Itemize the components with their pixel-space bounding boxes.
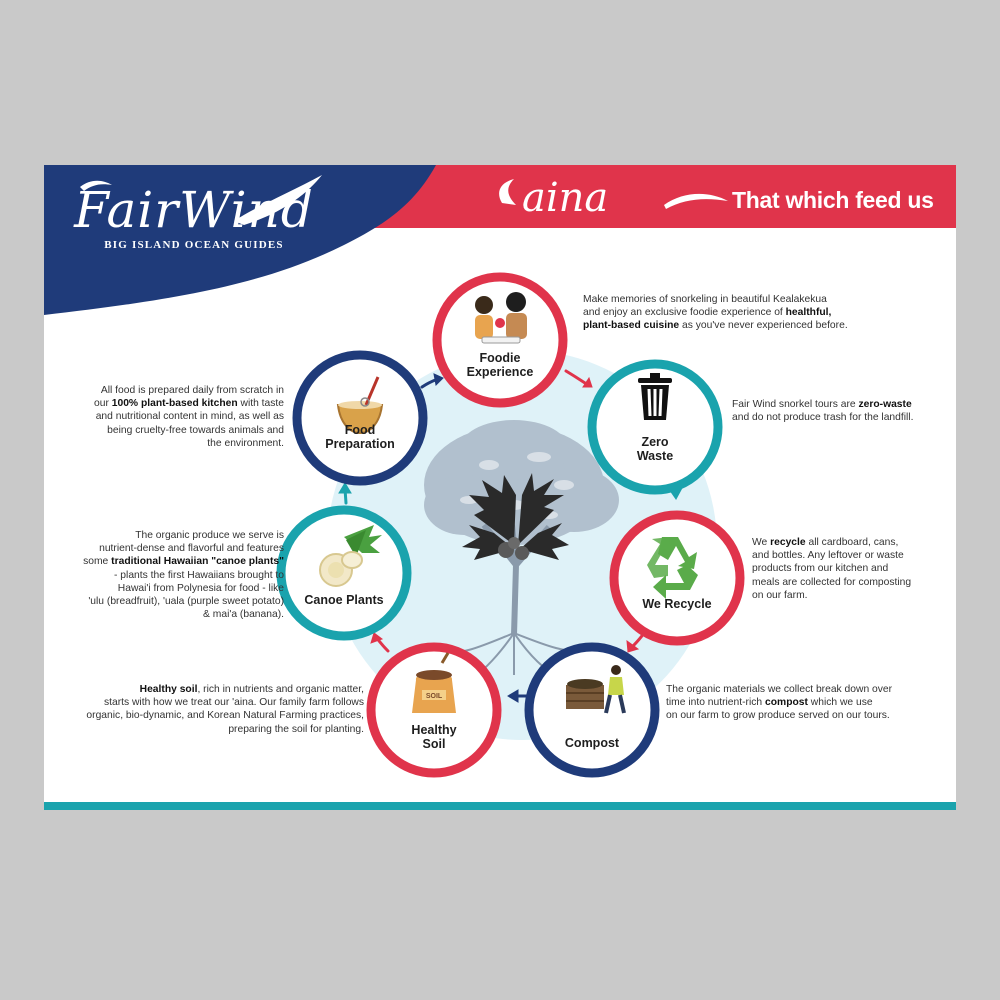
desc-line: nutrient-dense and flavorful and features [99,543,284,555]
label-line: Canoe Plants [304,593,384,607]
desc-foodie [583,293,883,333]
label-foodie [445,351,555,379]
desc-food-preparation [54,384,284,450]
desc-line: and bottles. Any leftover or waste [752,550,904,562]
desc-zero-waste [732,398,952,424]
label-line: Experience [466,365,534,379]
label-zero-waste [600,435,710,463]
fairwind-logo [64,183,324,251]
desc-line: the environment. [207,437,284,449]
desc-line: The organic materials we collect break down over [666,684,893,695]
desc-line: and enjoy an exclusive foodie experience of healthful, [583,307,832,319]
desc-line: The organic produce we serve is [135,530,284,541]
label-line: Zero [641,435,669,449]
desc-line: being cruelty-free towards animals and [107,424,284,436]
desc-line: plant-based cuisine as you've never experienced before. [583,320,848,332]
desc-line: organic, bio-dynamic, and Korean Natural Farming practices, [86,710,364,722]
desc-line: on our farm to grow produce served on our tours. [666,710,890,722]
label-line: Healthy [411,723,457,737]
desc-canoe-plants [54,529,284,621]
label-line: Soil [422,737,446,751]
header-aina: aina [522,175,609,221]
label-line: Compost [564,736,620,750]
desc-line: All food is prepared daily from scratch in [100,385,284,396]
label-line: We Recycle [642,597,712,611]
desc-line: We recycle all cardboard, cans, [752,537,899,548]
node-recycle [614,515,740,641]
desc-line: Healthy soil, rich in nutrients and organic matter, [139,684,364,695]
desc-line: Fair Wind snorkel tours are zero-waste [732,399,912,410]
label-we-recycle [622,597,732,611]
label-food-preparation [305,423,415,451]
label-line: Preparation [325,437,395,451]
logo-tagline: BIG ISLAND OCEAN GUIDES [104,239,284,251]
desc-line: Make memories of snorkeling in beautiful Kealakekua [583,294,827,305]
desc-line: - plants the first Hawaiians brought to [114,569,284,581]
desc-line: and nutritional content in mind, as well as [95,411,284,423]
desc-line: preparing the soil for planting. [228,723,364,735]
desc-line: time into nutrient-rich compost which we use [666,697,873,709]
desc-line: meals are collected for composting [752,576,912,588]
desc-line: and do not produce trash for the landfill. [732,412,914,424]
desc-line: our 100% plant-based kitchen with taste [94,398,284,410]
label-healthy-soil [379,723,489,751]
svg-text:SOIL: SOIL [425,693,443,700]
logo-name: FairWind [74,181,314,239]
desc-line: & mai'a (banana). [203,609,284,621]
label-canoe-plants [289,593,399,607]
desc-line: starts with how we treat our 'aina. Our family farm follows [103,697,364,709]
desc-compost [666,683,954,723]
desc-line: some traditional Hawaiian "canoe plants" [83,556,284,568]
bottom-stripe [44,802,956,810]
desc-line: Hawai'i from Polynesia for food - like [117,582,284,594]
desc-line: on our farm. [752,589,808,601]
label-line: Food [344,423,376,437]
desc-line: 'ulu (breadfruit), 'uala (purple sweet potato) [88,596,284,608]
infographic-card [44,165,956,810]
header-subtitle: That which feed us [732,187,934,213]
node-compost [529,647,655,773]
label-line: Foodie [479,351,521,365]
label-compost [537,736,647,750]
desc-healthy-soil [54,683,364,736]
desc-recycle [752,536,952,602]
label-line: Waste [636,449,674,463]
desc-line: products from our kitchen and [752,563,889,575]
